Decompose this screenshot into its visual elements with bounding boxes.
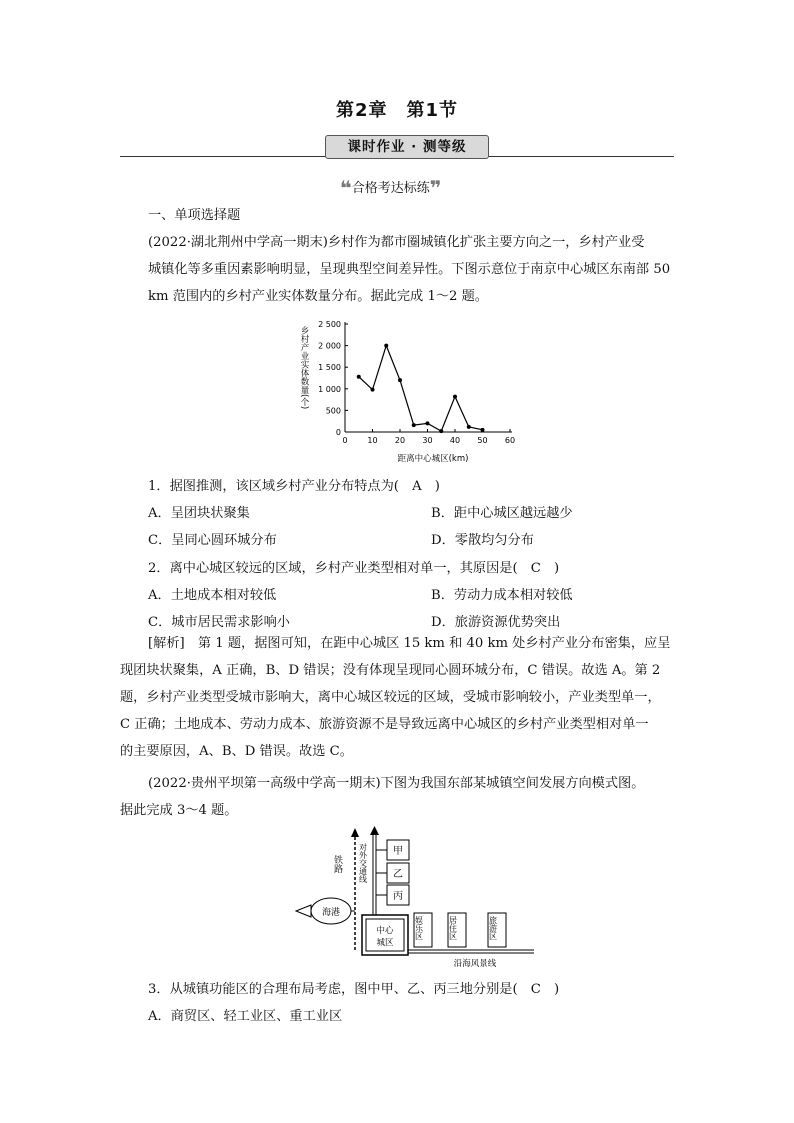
- section-title: [340, 176, 442, 200]
- y-tick-label: 2 500: [318, 320, 341, 329]
- series-line: [359, 346, 483, 432]
- homework-badge: 课时作业 · 测等级: [325, 135, 489, 159]
- passage1-line-3: km 范围内的乡村产业实体数量分布。据此完成 1～2 题。: [148, 289, 488, 304]
- tourism-zone-label: 旅游区: [488, 916, 498, 940]
- y-axis-label: [299, 325, 309, 409]
- q2-option-c: C．城市居民需求影响小: [148, 615, 290, 630]
- q1-option-a: A．呈团块状聚集: [148, 506, 250, 521]
- x-tick-label: 60: [504, 436, 516, 445]
- passage2-line-1: (2022·贵州平坝第一高级中学高一期末)下图为我国东部某城镇空间发展方向模式图。: [148, 776, 645, 791]
- q1-option-d: D．零散均匀分布: [431, 533, 534, 548]
- y-tick-label: 0: [335, 428, 341, 437]
- chart-axes: [345, 322, 512, 432]
- data-point: [398, 378, 402, 382]
- x-tick-label: 20: [394, 436, 406, 445]
- port-label: 海港: [321, 908, 341, 918]
- data-point: [439, 429, 443, 433]
- q2-option-a: A．土地成本相对较低: [148, 588, 277, 603]
- q1-option-c: C．呈同心圆环城分布: [148, 533, 277, 548]
- residential-zone-label: 居住区: [448, 916, 458, 940]
- analysis-line-4: C 正确；土地成本、劳动力成本、旅游资源不是导致远离中心城区的乡村产业类型相对单一: [120, 717, 649, 732]
- data-point: [412, 423, 416, 427]
- y-tick-label: 2 000: [318, 341, 341, 351]
- center-district-label-1: 中心: [376, 926, 394, 936]
- analysis-line-3: 题，乡村产业类型受城市影响大，离中心城区较远的区域，受城市影响较小，产业类型单一，: [120, 690, 661, 705]
- box-bing-label: 丙: [393, 891, 403, 902]
- center-district-label-2: 城区: [376, 938, 394, 948]
- y-tick-label: 500: [325, 406, 341, 416]
- x-tick-label: 10: [367, 436, 378, 445]
- section-label: 合格考达标练: [351, 181, 430, 196]
- analysis-line-1: [解析] 第 1 题，据图可知，在距中心城区 15 km 和 40 km 处乡村产业分布密集，应呈: [148, 636, 671, 651]
- q3-option-a: A．商贸区、轻工业区、重工业区: [148, 1009, 343, 1024]
- analysis-line-5: 的主要原因，A、B、D 错误。故选 C。: [120, 744, 353, 759]
- passage2-line-2: 据此完成 3～4 题。: [120, 803, 238, 818]
- q3-stem: 3．从城镇功能区的合理布局考虑，图中甲、乙、丙三地分别是( C ): [148, 982, 560, 997]
- data-point: [467, 425, 471, 429]
- town-layout-diagram: [290, 825, 540, 970]
- road-label: 对外交通线: [358, 843, 368, 883]
- entertainment-zone-label: 娱乐区: [414, 916, 424, 940]
- railway-label: 铁路: [332, 855, 342, 873]
- part-heading: 一、单项选择题: [148, 208, 241, 223]
- y-axis-label-text: 乡村产业实体数量(个): [299, 326, 309, 410]
- x-tick-label: 50: [477, 436, 488, 445]
- data-point: [371, 388, 375, 392]
- passage1-line-2: 城镇化等多重因素影响明显，呈现典型空间差异性。下图示意位于南京中心城区东南部 50: [148, 262, 671, 277]
- page-title: 第2章 第1节: [335, 100, 459, 121]
- x-axis-label: 距离中心城区(km): [397, 454, 469, 464]
- analysis-line-2: 现团块状聚集，A 正确，B、D 错误；没有体现呈现同心圆环城分布，C 错误。故选 A。第 2: [120, 663, 661, 678]
- line-series: [357, 344, 485, 434]
- data-point: [426, 421, 430, 425]
- open-quote-icon: ❝: [340, 176, 352, 200]
- x-tick-label: 30: [422, 436, 433, 445]
- data-point: [357, 375, 361, 379]
- y-tick-label: 1 000: [318, 384, 341, 394]
- box-yi-label: 乙: [393, 869, 403, 880]
- close-quote-icon: ❞: [429, 176, 442, 200]
- coast-label: 沿海风景线: [453, 959, 497, 969]
- q1-stem: 1．据图推测，该区域乡村产业分布特点为( A ): [148, 479, 440, 494]
- q2-stem: 2．离中心城区较远的区域，乡村产业类型相对单一，其原因是( C ): [148, 561, 560, 576]
- passage1-line-1: (2022·湖北荆州中学高一期末)乡村作为都市圈城镇化扩张主要方向之一，乡村产业受: [148, 235, 645, 250]
- x-tick-label: 40: [449, 436, 461, 445]
- road-arrow-icon: [370, 826, 379, 835]
- x-tick-label: 0: [342, 436, 348, 445]
- data-point: [384, 344, 388, 348]
- box-jia-label: 甲: [393, 846, 403, 857]
- q2-option-b: B．劳动力成本相对较低: [431, 588, 573, 603]
- y-tick-labels: [318, 320, 348, 437]
- railway-arrow-icon: [351, 828, 359, 837]
- industry-distribution-chart: [290, 316, 530, 466]
- q2-option-d: D．旅游资源优势突出: [431, 615, 561, 630]
- x-tick-labels: [342, 429, 515, 445]
- data-point: [481, 428, 485, 432]
- data-point: [453, 395, 457, 399]
- y-tick-label: 1 500: [318, 363, 341, 373]
- port-arrow-icon: [296, 905, 311, 917]
- q1-option-b: B．距中心城区越远越少: [431, 506, 573, 521]
